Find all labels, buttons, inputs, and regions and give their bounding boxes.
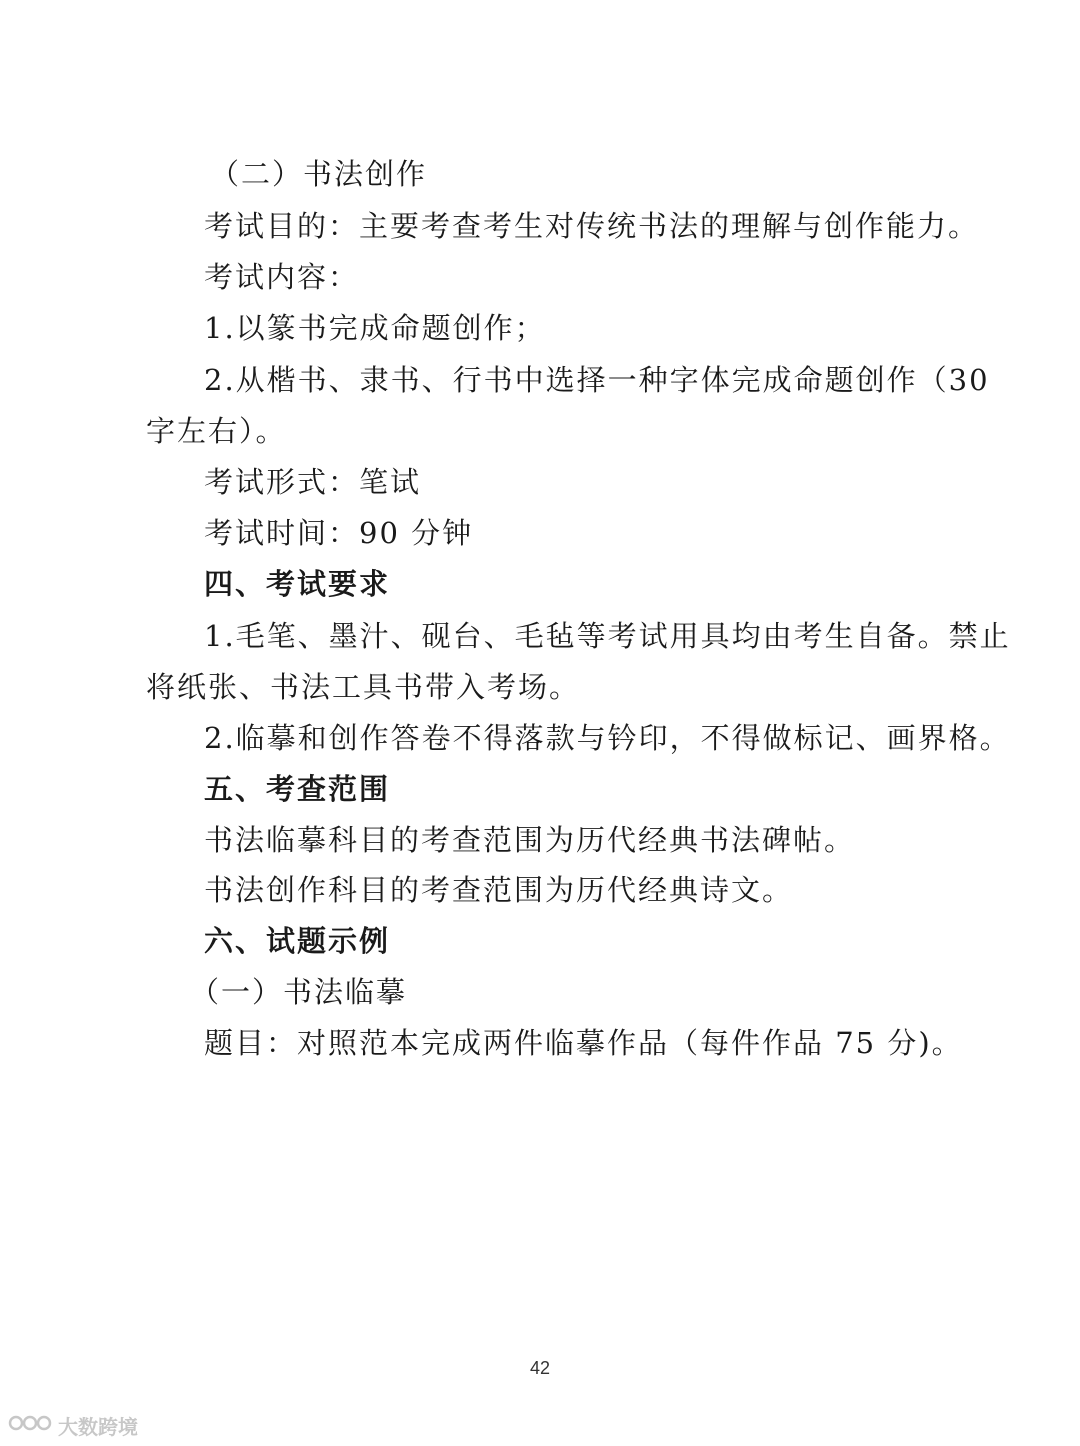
requirement-item-2: 2.临摹和创作答卷不得落款与钤印，不得做标记、画界格。 (204, 721, 1011, 755)
section-title-scope: 五、考查范围 (204, 772, 391, 806)
exam-form: 考试形式：笔试 (204, 465, 422, 499)
watermark (8, 1410, 138, 1440)
requirement-item-1-continued: 将纸张、书法工具书带入考场。 (146, 670, 581, 704)
scope-line-2: 书法创作科目的考查范围为历代经典诗文。 (204, 873, 794, 907)
exam-content-item-1: 1.以篆书完成命题创作； (204, 311, 546, 345)
requirement-item-1: 1.毛笔、墨汁、砚台、毛毡等考试用具均由考生自备。禁止 (204, 619, 1011, 653)
section-title-requirements: 四、考试要求 (204, 567, 391, 601)
watermark-text: 大数跨境 (58, 1414, 138, 1439)
exam-content-item-2: 2.从楷书、隶书、行书中选择一种字体完成命题创作（30 (204, 363, 990, 397)
exam-purpose: 考试目的：主要考查考生对传统书法的理解与创作能力。 (204, 209, 980, 243)
page-number: 42 (529, 1358, 551, 1378)
section-title-calligraphy-creation: （二）书法创作 (210, 157, 428, 191)
subsection-title-copying: （一）书法临摹 (190, 975, 408, 1009)
exam-content-item-2-continued: 字左右）。 (146, 414, 287, 448)
scope-line-1: 书法临摹科目的考查范围为历代经典书法碑帖。 (204, 823, 856, 857)
exam-time: 考试时间：90 分钟 (204, 516, 474, 550)
brand-logo-icon (8, 1410, 52, 1440)
section-title-examples: 六、试题示例 (204, 924, 391, 958)
exam-content-label: 考试内容： (204, 260, 360, 294)
example-question: 题目：对照范本完成两件临摹作品（每件作品 75 分)。 (204, 1026, 963, 1060)
